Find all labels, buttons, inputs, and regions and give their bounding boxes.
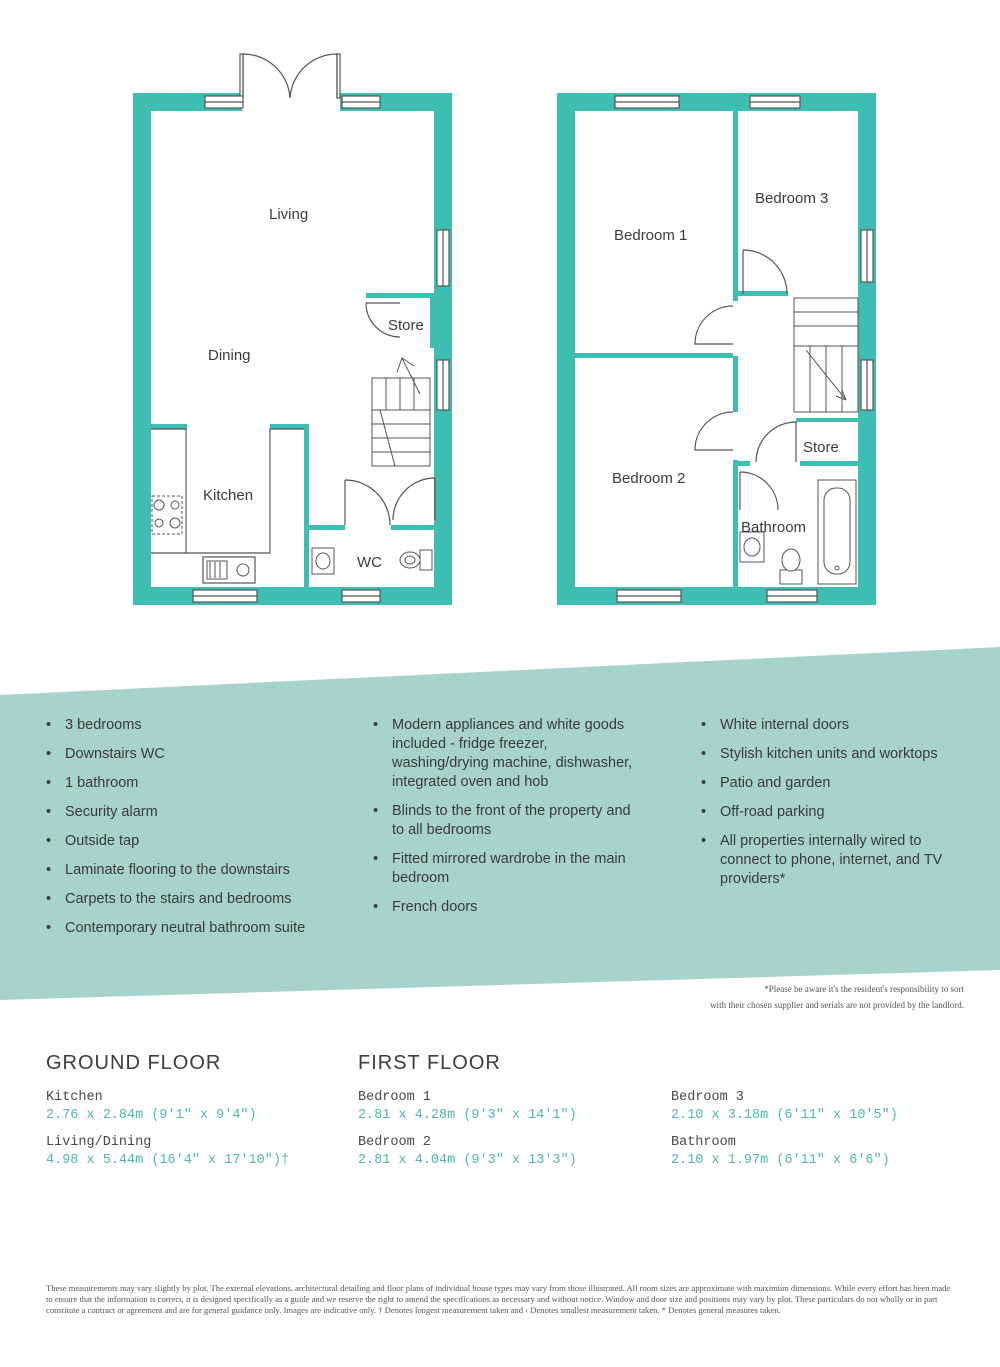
dimension-bedroom-1: [358, 1089, 577, 1125]
room-label-dining: Dining: [208, 347, 251, 364]
dimension-bedroom-3: [671, 1089, 898, 1125]
room-label-bedroom-1: Bedroom 1: [614, 227, 688, 244]
feature-item: • Patio and garden: [701, 774, 971, 793]
feature-item: • Blinds to the front of the property and to all bedrooms: [373, 802, 643, 840]
feature-item: • Stylish kitchen units and worktops: [701, 745, 971, 764]
features-column-1: [46, 716, 336, 948]
room-dimensions: 2.10 x 1.97m (6'11" x 6'6"): [671, 1153, 890, 1168]
footnote-line-2: with their chosen supplier and serials are not provided by the landlord.: [710, 1000, 964, 1010]
feature-item: • 3 bedrooms: [46, 716, 336, 735]
features-column-3: [701, 716, 971, 899]
features-list-1: [46, 716, 336, 938]
feature-item: • White internal doors: [701, 716, 971, 735]
room-dimensions: 4.98 x 5.44m (16'4" x 17'10")†: [46, 1153, 290, 1168]
feature-item: • Laminate flooring to the downstairs: [46, 861, 336, 880]
dimension-living-dining: [46, 1134, 289, 1170]
first-floor-title: FIRST FLOOR: [358, 1052, 501, 1074]
room-label-first-store: Store: [803, 439, 839, 456]
features-column-2: [373, 716, 643, 927]
room-label-store: Store: [388, 317, 424, 334]
feature-item: • Downstairs WC: [46, 745, 336, 764]
room-label-kitchen: Kitchen: [203, 487, 254, 504]
disclaimer-text: These measurements may vary slightly by plot. The external elevations, architectural detailing and floor plans of individual house types may vary from those illustrated. All room sizes are approximate with maximum dimensions. While every effort has been made to ensure that the information is correct, it is designed specifically as a guide and we reserve the right to amend the specifications as necessary and without notice. Window and door size and positions may vary by plot. These particulars do not wholly or in part constitute a contract or agreement and are for general guidance only. Images are indicative only. † Denotes longest measurement taken and ‹ Denotes smallest measurement taken. * Denotes general measures taken.: [46, 1283, 951, 1315]
feature-item: • French doors: [373, 898, 643, 917]
dimension-bathroom: [671, 1134, 890, 1170]
dimension-bedroom-2: [358, 1134, 577, 1170]
features-list-2: [373, 716, 643, 917]
features-list-3: [701, 716, 971, 889]
feature-item: • Outside tap: [46, 832, 336, 851]
feature-item: • 1 bathroom: [46, 774, 336, 793]
feature-item: • Off-road parking: [701, 803, 971, 822]
footnote-line-1: *Please be aware it's the resident's responsibility to sort: [764, 984, 964, 994]
room-name: Kitchen: [46, 1090, 103, 1105]
room-name: Bedroom 1: [358, 1090, 431, 1105]
room-dimensions: 2.81 x 4.28m (9'3" x 14'1"): [358, 1108, 577, 1123]
room-name: Bedroom 3: [671, 1090, 744, 1105]
room-label-bedroom-3: Bedroom 3: [755, 190, 829, 207]
feature-item: • Fitted mirrored wardrobe in the main bedroom: [373, 850, 643, 888]
feature-item: • Carpets to the stairs and bedrooms: [46, 890, 336, 909]
room-label-wc: WC: [357, 554, 382, 571]
room-label-living: Living: [269, 206, 309, 223]
feature-item: • Security alarm: [46, 803, 336, 822]
feature-item: • Modern appliances and white goods included - fridge freezer, washing/drying machine, dishwasher, integrated oven and hob: [373, 716, 643, 792]
room-dimensions: 2.76 x 2.84m (9'1" x 9'4"): [46, 1108, 257, 1123]
dimension-kitchen: [46, 1089, 257, 1125]
room-name: Bedroom 2: [358, 1135, 431, 1150]
room-name: Living/Dining: [46, 1135, 152, 1150]
room-label-bathroom: Bathroom: [741, 519, 807, 536]
feature-item: • All properties internally wired to connect to phone, internet, and TV providers*: [701, 832, 971, 889]
feature-item: • Contemporary neutral bathroom suite: [46, 919, 336, 938]
ground-floor-title: GROUND FLOOR: [46, 1052, 222, 1074]
room-name: Bathroom: [671, 1135, 736, 1150]
room-dimensions: 2.10 x 3.18m (6'11" x 10'5"): [671, 1108, 898, 1123]
room-dimensions: 2.81 x 4.04m (9'3" x 13'3"): [358, 1153, 577, 1168]
room-label-bedroom-2: Bedroom 2: [612, 470, 686, 487]
